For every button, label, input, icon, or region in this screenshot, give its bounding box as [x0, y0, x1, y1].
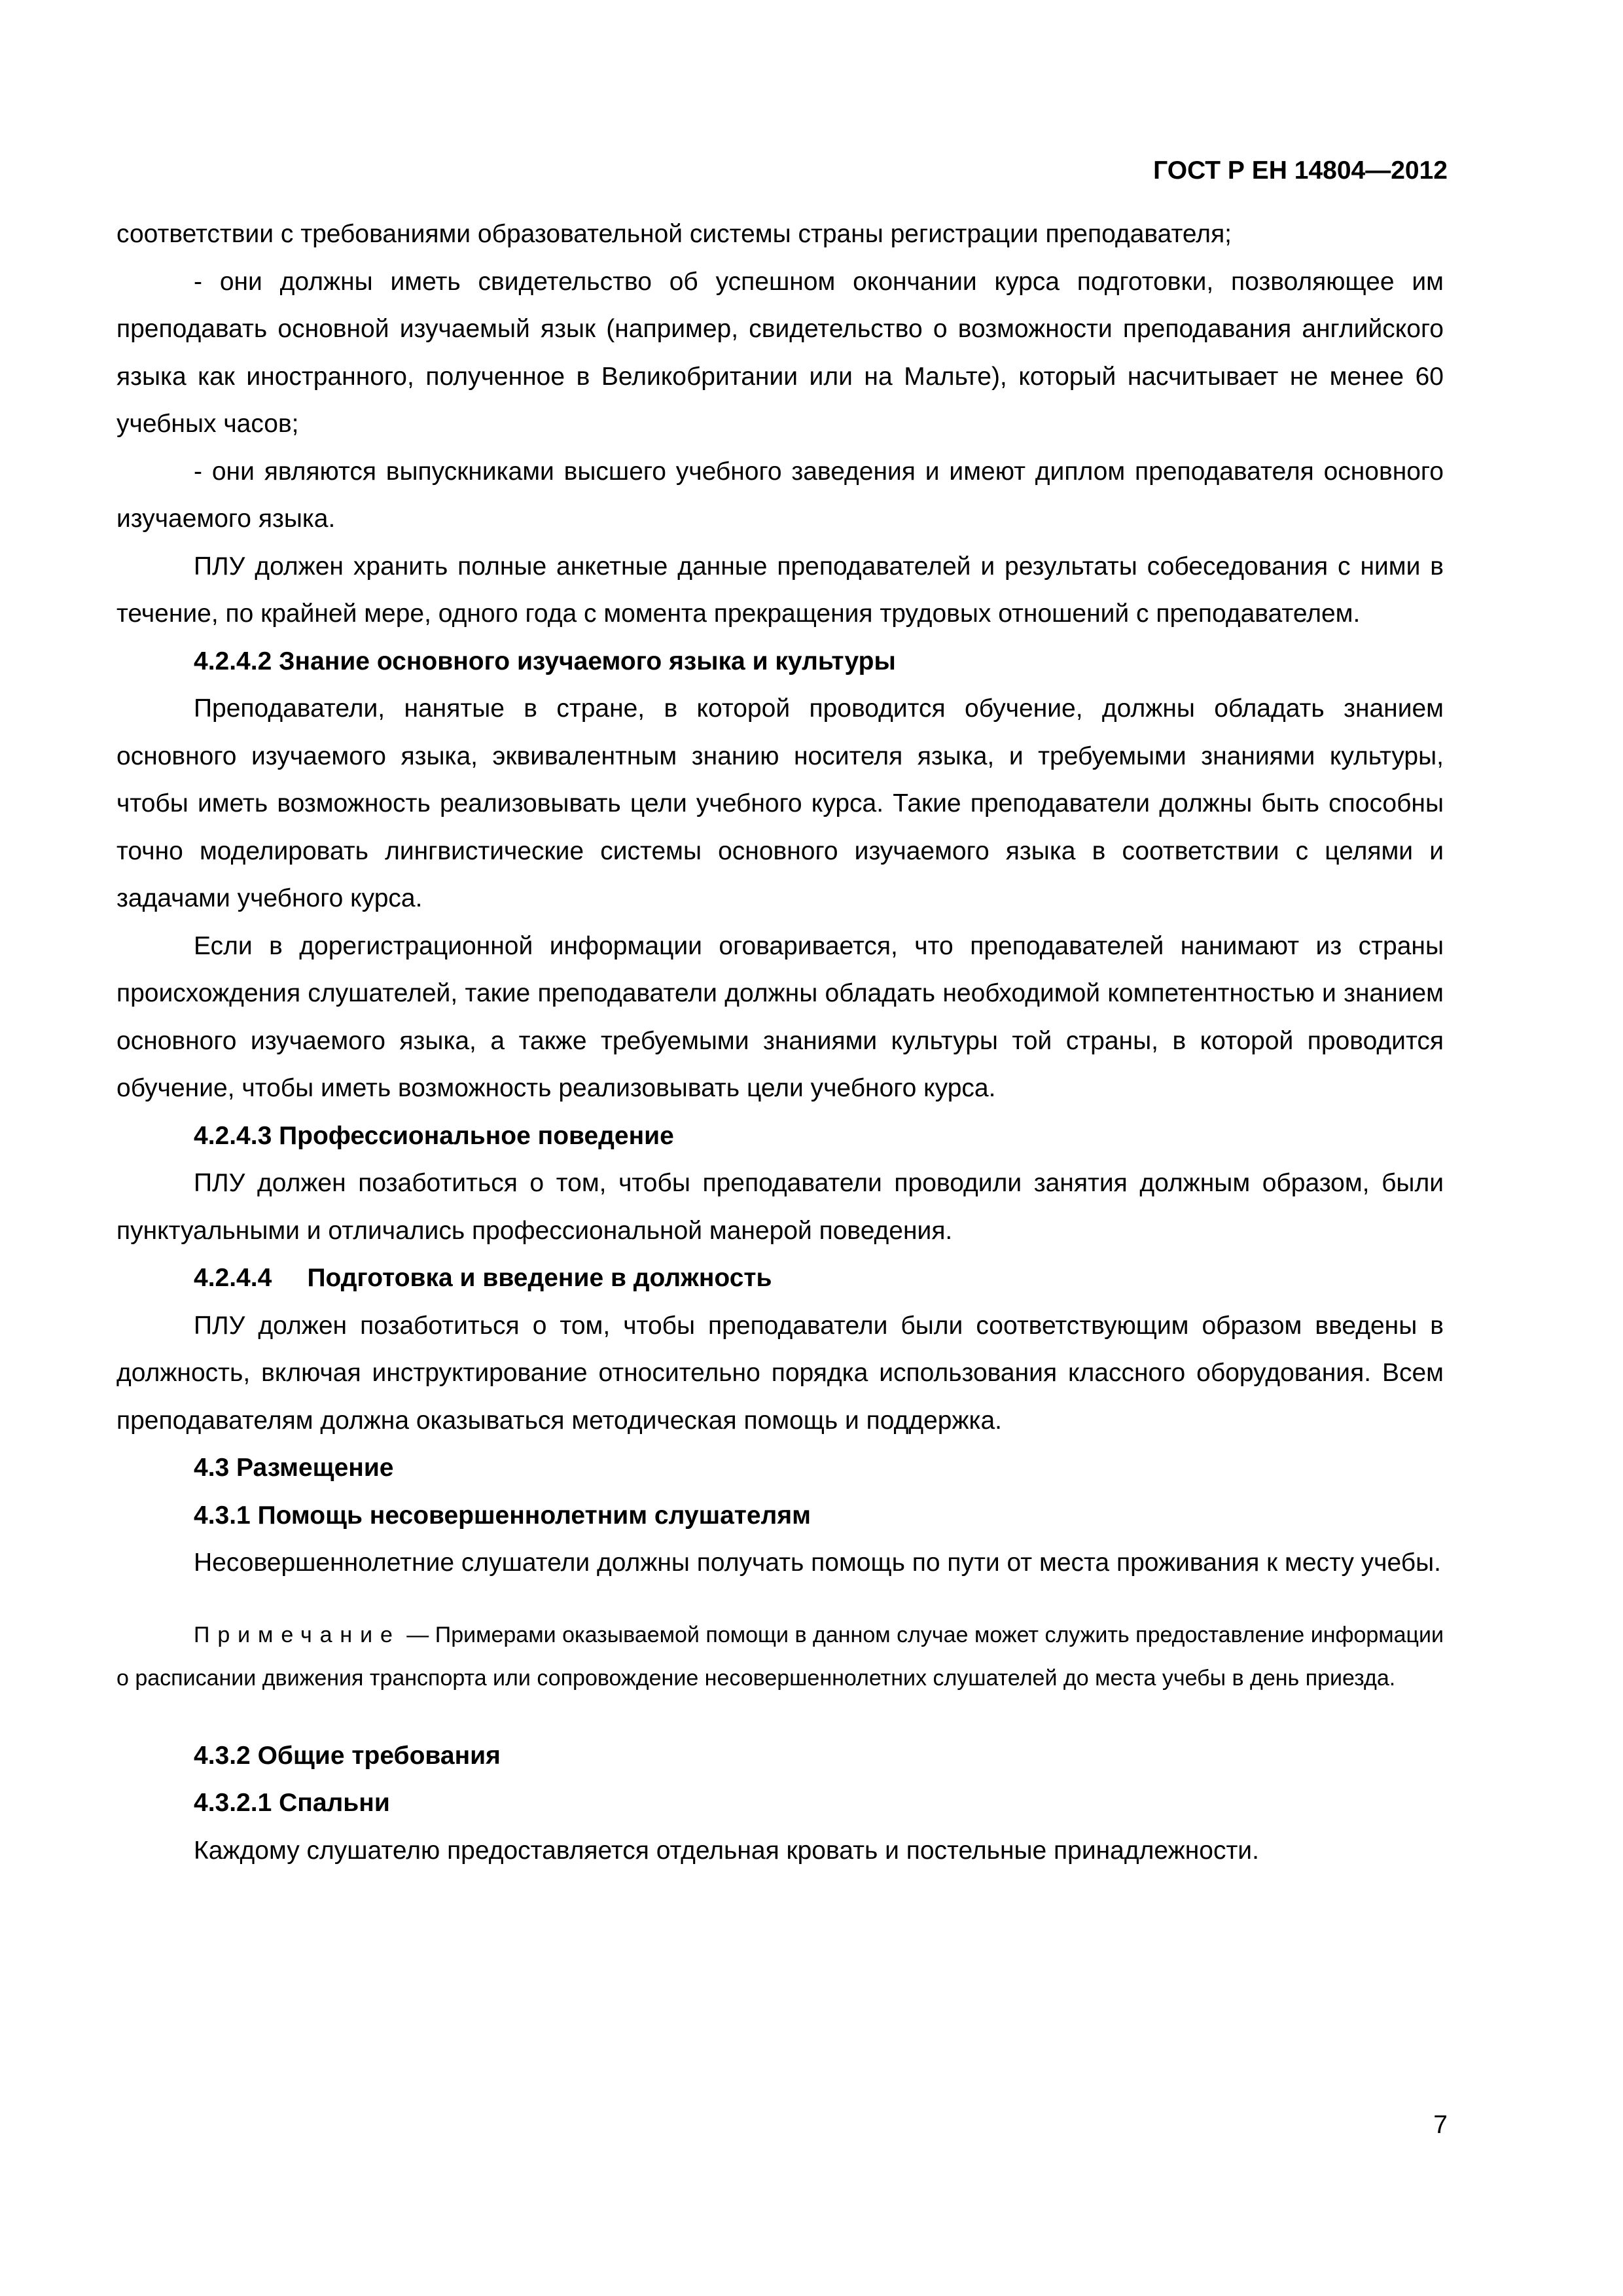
paragraph-records-retention: ПЛУ должен хранить полные анкетные данные преподавателей и результаты собеседования с ними в течение, по крайней мере, одного года с момента прекращения трудовых отношений с преподавателем.	[116, 552, 1444, 628]
paragraph-bedrooms: Каждому слушателю предоставляется отдельная кровать и постельные принадлежности.	[194, 1836, 1259, 1865]
paragraph-minor-assistance: Несовершеннолетние слушатели должны получать помощь по пути от места проживания к месту учебы.	[194, 1549, 1441, 1577]
section-heading-4-2-4-3: 4.2.4.3 Профессиональное поведение	[194, 1121, 674, 1150]
document-body	[116, 211, 1444, 1874]
paragraph-language-knowledge: Преподаватели, нанятые в стране, в которой проводится обучение, должны обладать знанием основного изучаемого языка, эквивалентным знанию носителя языка, и требуемыми знаниями культуры, чтобы иметь возможность реализовывать цели учебного курса. Такие преподаватели должны быть способны точно моделировать лингвистические системы основного изучаемого языка в соответствии с целями и задачами учебного курса.	[116, 694, 1444, 912]
paragraph-induction: ПЛУ должен позаботиться о том, чтобы преподаватели были соответствующим образом введены в должность, включая инструктирование относительно порядка использования классного оборудования. Всем преподавателям должна оказываться методическая помощь и поддержка.	[116, 1311, 1444, 1435]
paragraph-professional-behavior: ПЛУ должен позаботиться о том, чтобы преподаватели проводили занятия должным образом, были пунктуальными и отличались профессиональной манерой поведения.	[116, 1169, 1444, 1245]
paragraph-graduate-requirement: - они являются выпускниками высшего учебного заведения и имеют диплом преподавателя основного изучаемого языка.	[116, 457, 1444, 533]
note-label: Примечание	[194, 1622, 401, 1647]
note-block	[116, 1613, 1444, 1700]
paragraph-continuation: соответствии с требованиями образовательной системы страны регистрации преподавателя;	[116, 220, 1232, 248]
section-heading-4-3-2: 4.3.2 Общие требования	[194, 1741, 501, 1770]
section-heading-4-2-4-2: 4.2.4.2 Знание основного изучаемого языка и культуры	[194, 647, 896, 675]
paragraph-certificate-requirement: - они должны иметь свидетельство об успешном окончании курса подготовки, позволяющее им преподавать основной изучаемый язык (например, свидетельство о возможности преподавания английского языка как иностранного, полученное в Великобритании или на Мальте), который насчитывает не менее 60 учебных часов;	[116, 267, 1444, 438]
section-heading-4-3: 4.3 Размещение	[194, 1454, 394, 1482]
document-header: ГОСТ Р ЕН 14804—2012	[1153, 156, 1448, 185]
section-heading-4-3-2-1: 4.3.2.1 Спальни	[194, 1789, 390, 1817]
page-number: 7	[1433, 2111, 1448, 2139]
section-heading-4-3-1: 4.3.1 Помощь несовершеннолетним слушателям	[194, 1501, 811, 1530]
section-heading-4-2-4-4: 4.2.4.4 Подготовка и введение в должность	[194, 1264, 772, 1292]
note-text: — Примерами оказываемой помощи в данном случае может служить предоставление информации о расписании движения транспорта или сопровождение несовершеннолетних слушателей до места учебы в день приезда.	[116, 1622, 1444, 1691]
paragraph-foreign-teachers: Если в дорегистрационной информации оговаривается, что преподавателей нанимают из страны происхождения слушателей, такие преподаватели должны обладать необходимой компетентностью и знанием основного изучаемого языка, а также требуемыми знаниями культуры той страны, в которой проводится обучение, чтобы иметь возможность реализовывать цели учебного курса.	[116, 931, 1444, 1102]
